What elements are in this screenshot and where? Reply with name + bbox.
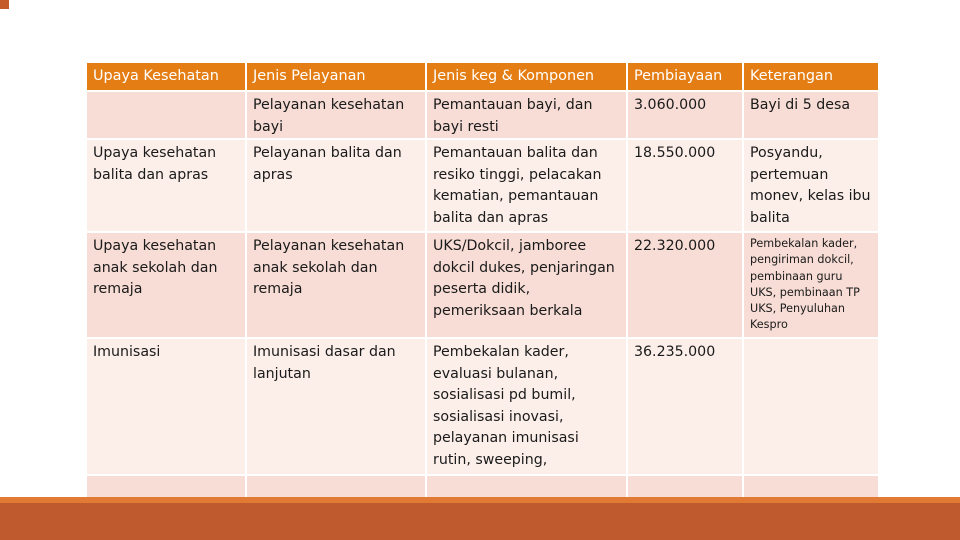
cell-keterangan: Bayi di 5 desa <box>743 91 879 139</box>
cell-jenis-pelayanan: Pelayanan kesehatan anak sekolah dan remaja <box>246 232 426 338</box>
cell-keterangan: Posyandu, pertemuan monev, kelas ibu balita <box>743 139 879 232</box>
cell-pembiayaan: 18.550.000 <box>627 139 743 232</box>
footer-band-highlight <box>0 497 960 503</box>
health-budget-table <box>85 61 880 503</box>
cell-pembiayaan: 3.060.000 <box>627 91 743 139</box>
cell-komponen: Pembekalan kader, evaluasi bulanan, sosialisasi pd bumil, sosialisasi inovasi, pelayanan imunisasi rutin, sweeping, <box>426 338 627 475</box>
cell-komponen: Pemantauan balita dan resiko tinggi, pelacakan kematian, pemantauan balita dan apras <box>426 139 627 232</box>
cell-upaya: Imunisasi <box>86 338 246 475</box>
header-upaya-kesehatan: Upaya Kesehatan <box>86 62 246 91</box>
table-row <box>86 338 879 475</box>
table-header-row <box>86 62 879 91</box>
cell-jenis-pelayanan: Imunisasi dasar dan lanjutan <box>246 338 426 475</box>
corner-accent <box>0 0 9 9</box>
header-jenis-keg-komponen: Jenis keg & Komponen <box>426 62 627 91</box>
cell-pembiayaan: 36.235.000 <box>627 338 743 475</box>
cell-jenis-pelayanan: Pelayanan kesehatan bayi <box>246 91 426 139</box>
header-jenis-pelayanan: Jenis Pelayanan <box>246 62 426 91</box>
table-row <box>86 91 879 139</box>
cell-keterangan <box>743 338 879 475</box>
cell-jenis-pelayanan: Pelayanan balita dan apras <box>246 139 426 232</box>
table-row <box>86 139 879 232</box>
cell-pembiayaan: 22.320.000 <box>627 232 743 338</box>
footer-band <box>0 497 960 540</box>
cell-upaya <box>86 91 246 139</box>
header-pembiayaan: Pembiayaan <box>627 62 743 91</box>
cell-komponen: UKS/Dokcil, jamboree dokcil dukes, penjaringan peserta didik, pemeriksaan berkala <box>426 232 627 338</box>
cell-komponen: Pemantauan bayi, dan bayi resti <box>426 91 627 139</box>
cell-keterangan: Pembekalan kader, pengiriman dokcil, pembinaan guru UKS, pembinaan TP UKS, Penyuluhan Kespro <box>743 232 879 338</box>
cell-upaya: Upaya kesehatan balita dan apras <box>86 139 246 232</box>
table-row <box>86 232 879 338</box>
header-keterangan: Keterangan <box>743 62 879 91</box>
cell-upaya: Upaya kesehatan anak sekolah dan remaja <box>86 232 246 338</box>
